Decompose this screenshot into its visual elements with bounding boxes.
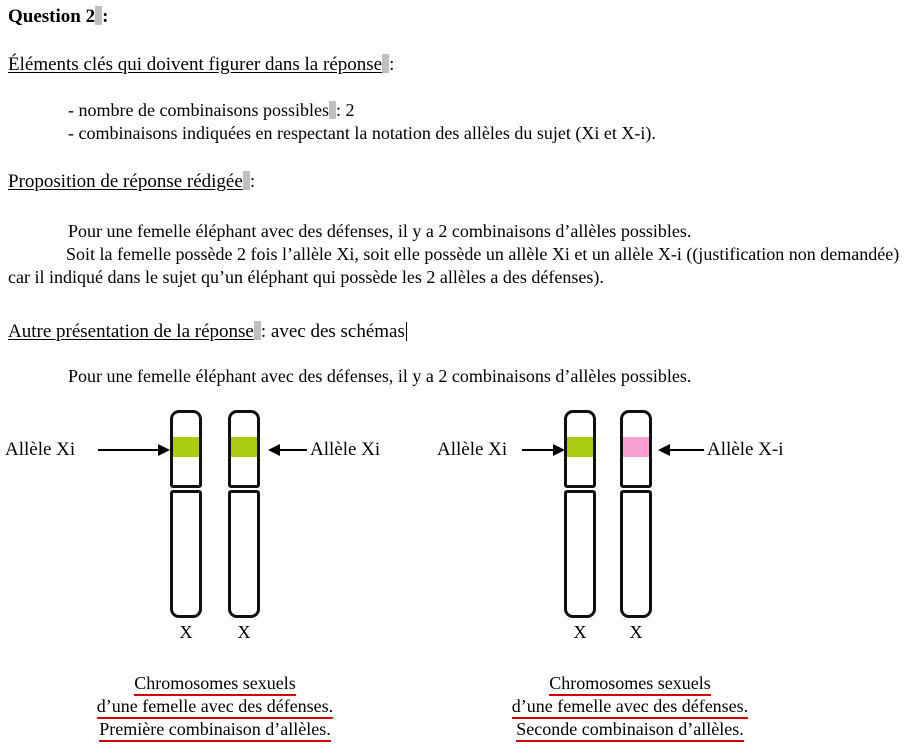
chromosome-right-1-long-arm [564, 490, 596, 618]
caption-right-line-2 [420, 695, 840, 718]
allele-label-right-1-text: Allèle Xi [310, 439, 381, 460]
key-points-heading-colon: : [389, 54, 395, 75]
answer-paragraph-line-2-text: Soit la femelle possède 2 fois l’allèle Xi, soit elle possède un allèle Xi et un allèle X-i ((justification non demandée) car il indiqué dans le sujet qu’un éléphant qui possède les 2 allèles a des défenses). [8, 244, 900, 287]
alt-heading-suffix: : avec des schémas [260, 321, 405, 342]
caption-left-line-1-text: Chromosomes sexuels [134, 673, 296, 696]
allele-label-left-2-text: Allèle Xi [437, 439, 508, 460]
caption-right-line-2-text: d’une femelle avec des défenses. [512, 696, 748, 719]
pointer-line-right-1 [522, 449, 555, 451]
chromosome-right-1-label [550, 622, 610, 642]
pointer-line-right-2 [669, 449, 704, 451]
allele-band-right-1 [567, 437, 593, 457]
chromosome-left-2-label-text: X [237, 622, 251, 642]
caption-right-line-1 [420, 672, 840, 695]
allele-label-right-2 [707, 439, 784, 460]
alt-intro-text: Pour une femelle éléphant avec des défenses, il y a 2 combinaisons d’allèles possibles. [68, 366, 692, 386]
key-point-item-1-value: : 2 [335, 100, 355, 120]
key-point-item-1-text: - nombre de combinaisons possibles [68, 100, 329, 120]
chromosome-right-2-label-text: X [629, 622, 643, 642]
allele-label-left-1-text: Allèle Xi [5, 439, 76, 460]
allele-label-left-2 [437, 439, 507, 460]
caption-right [420, 672, 840, 741]
answer-paragraph-line-1-text: Pour une femelle éléphant avec des défenses, il y a 2 combinaisons d’allèles possibles. [68, 221, 692, 241]
chromosome-left-1-label-text: X [179, 622, 193, 642]
caption-right-line-3-text: Seconde combinaison d’allèles. [516, 719, 743, 742]
caption-right-line-3 [420, 718, 840, 741]
answer-heading-colon: : [249, 171, 256, 192]
caption-right-line-1-text: Chromosomes sexuels [549, 673, 711, 696]
allele-label-right-2-text: Allèle X-i [707, 439, 784, 460]
caption-left-line-3-text: Première combinaison d’allèles. [99, 719, 330, 742]
key-points-heading-text: Éléments clés qui doivent figurer dans la réponse [8, 54, 383, 75]
caption-left-line-2-text: d’une femelle avec des défenses. [97, 696, 333, 719]
chromosome-right-2-long-arm [620, 490, 652, 618]
key-point-item-2-text: - combinaisons indiquées en respectant la notation des allèles du sujet (Xi et X-i). [68, 123, 656, 143]
chromosome-right-2-label [606, 622, 666, 642]
page-title-colon: : [102, 6, 109, 27]
chromosome-right-1-label-text: X [573, 622, 587, 642]
allele-band-right-2 [623, 437, 649, 457]
alt-heading-text: Autre présentation de la réponse [8, 321, 254, 342]
page-title-text: Question 2 [8, 6, 96, 27]
answer-heading-text: Proposition de réponse rédigée [8, 171, 243, 192]
